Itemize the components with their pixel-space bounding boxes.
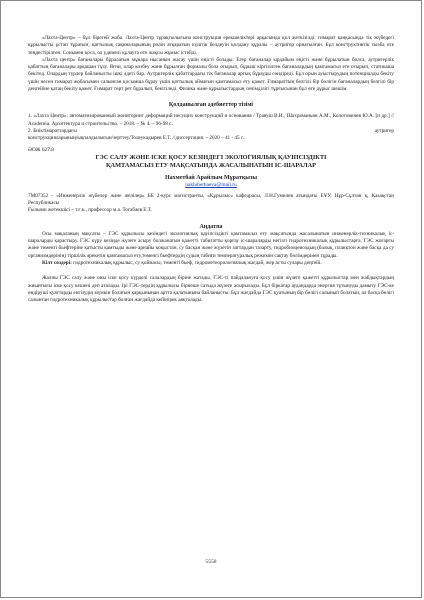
body-paragraph: Жалпы ГЭС салу және оны іске қосу күрделі салалардың біріне жатады. ГЭС-ті пайдалануға қосу үшін жүзеге қажетті құрылыстар мен жабдықтардың жиынтығы іске қосу кешені деп аталады. Ірі ГЭС-тердің құрылысы бірнеше сатыда жүзеге асырылады. Бұл біркатар аудандарда энергия тұтынуды дамыту ГЭС-ке өндірушi қуаттарды енгізудің мүмкін болатын қарқынынан артта қалатынына байланысты. Бұл жағдайда ГЭС қуатының бір бөлігі салынып болатын, ал басқа бөлігі салынған гидротехникалық құрылыстар болған жағдайда кейінірек аяқталады.: [28, 275, 394, 304]
author-email-link[interactable]: nakhmetbaeva@mail.ru: [185, 181, 237, 188]
paragraph-lakhta-intro: «Лахта-Центр» – бұл бірегей жоба. Лахта-Центр тұрақтылығына конструкция ерекшеліктері арқасында қол жеткізілді: гимарат қаңқасында тік жүйедегі құрылысты ұстап тұратын, қаттылық сақиналарының рөлін атқаратын күштік белдеуін қолдану құралы – аутригер орнатылған. Бұл конструктивтік сызба өте теңдестірілген. Сонымен қоса, ол үдемелі құлауға өте жақсы жұмыс істейді.: [28, 35, 394, 56]
page-content: [28, 35, 394, 304]
reference-item-1: 1. «Лахта Центр»: автоматизированный мониторинг деформаций несущих конструкций и основания / Травуш В.И., Шахраманьян А.М., Колотовичев Ю.А. [и др.] // Academia. Архитектура и строительство. – 2018. – № 4. – 96-98 с.: [28, 113, 394, 127]
scientific-supervisor: Ғылыми жетекшісі – т.ғ.к., профессор м.а. Тогабаев Е.Т.: [28, 207, 152, 214]
article-title-line-2: ҚАМТАМАСЫЗ ЕТУ МАҚСАТЫНДА ЖАСАЛЫНАТЫН ІС-ШАРАЛАР: [105, 161, 316, 169]
reference-item-2-left: 2. Биіктімараттардағы: [28, 127, 77, 134]
abstract-text: Осы мақаланың мақсаты – ГЭС құрылысы кезіндегі экологиялық қауіпсіздікті қамтамасыз ету мақсатында жасалынатын инженерлік-техникалық іс-шараларды қарастыру. ГЭС күру кезінде жүзеге асыру болжанатын қажетті табиғатты қорғау іс-шараларды негізгі гидротехникалық құрылыстарға, ГЭС жоғарғы және төменгі бьефтеріне қатысты қамтыды және арнайы қоқыстан, су басқан және жүзетін заттардан тазарту, гидробиоценоздың (балық, планктон және басқа да су организмдерінің) тіршілік әрекетін қамтамасыз ету,төменгі бьефтердің судың табиғи температуралық режимін сақтау бөлімдерінен тұрады.: [28, 230, 394, 259]
abstract-heading: Аңдатпа: [199, 223, 223, 230]
author-name: Нахметбай Арайлым Мұратқызы: [164, 174, 258, 181]
reference-item-2-rest: конструкцияларының/ықпалдылығын/зерттеу/Толеукадырев Е.Т. //диссертация. – 2020 – 41 - 45 с.: [28, 135, 245, 142]
keywords-line: [28, 260, 394, 267]
reference-item-2-right: аутригер: [374, 127, 394, 134]
udc-code: ӘОЖ 627.8: [28, 146, 54, 153]
page-number: 5558: [205, 559, 217, 565]
paragraph-lakhta-columns: «Лахта центр» бағаналары бұралатын мұнара нысанын жасау үшін еңісті болады. Егер бағаналар ырдайым еңісті және бұрылатын болса, аутригерлік қабаттың бағаналары арқашан тұзу. Яғни, олар козбеу және бұрылған формалы бола отырып, бұрыш кіргізілген бағаналардың қамтамасыз ете отырып, статикаша бекітед. Олардың түрлер байланысты ішкі әдеті бар. Аутригерлік қабаттардағы тік бағаналар артық бұрауды сөндіреді. Бұл орын ауыстырудың потенциалды бекіту үшін несен гимарат жобасымен салынған қосымша бұрау үшін қаттылық аймағын қамтамасыз ету қажет. Ғимараттың белгілі бір бөлігін бағаналардың белгілі бір деңгейіне қатаң бекіту қажет. Ғимарат төрт рет бұралып, бекітіледі. Физика және құрылыстардың сенімділігі тұрғысынан бұл өте дұрыс шешім.: [28, 56, 394, 93]
keywords-text: гидротехникалық құрылыс, су қоймасы, төменгі бьеф, гидрометеорологиялық жағдай, жер асты сулары деңгейі.: [71, 259, 322, 266]
reference-item-2-line: [28, 128, 394, 135]
author-affiliation: 7М07352 - «Инженерлік жүйелер және желілер» ББ 2-курс магистранты, «Құрылыс» кафедрасы, Л.Н.Гумилев атындағы ЕҰУ, Нұр-Сұлтан қ, Қазақстан Республикасы: [28, 192, 394, 207]
article-title-line-1: ГЭС САЛУ ЖӘНЕ ІСКЕ ҚОСУ КЕЗІНДЕГІ ЭКОЛОГИЯЛЫҚ ҚАУІПСІЗДІКТІ: [95, 153, 327, 161]
references-heading: Қолданылған әдебиеттер тізімі: [168, 102, 254, 109]
keywords-label: Кілт сөздері:: [42, 259, 72, 266]
